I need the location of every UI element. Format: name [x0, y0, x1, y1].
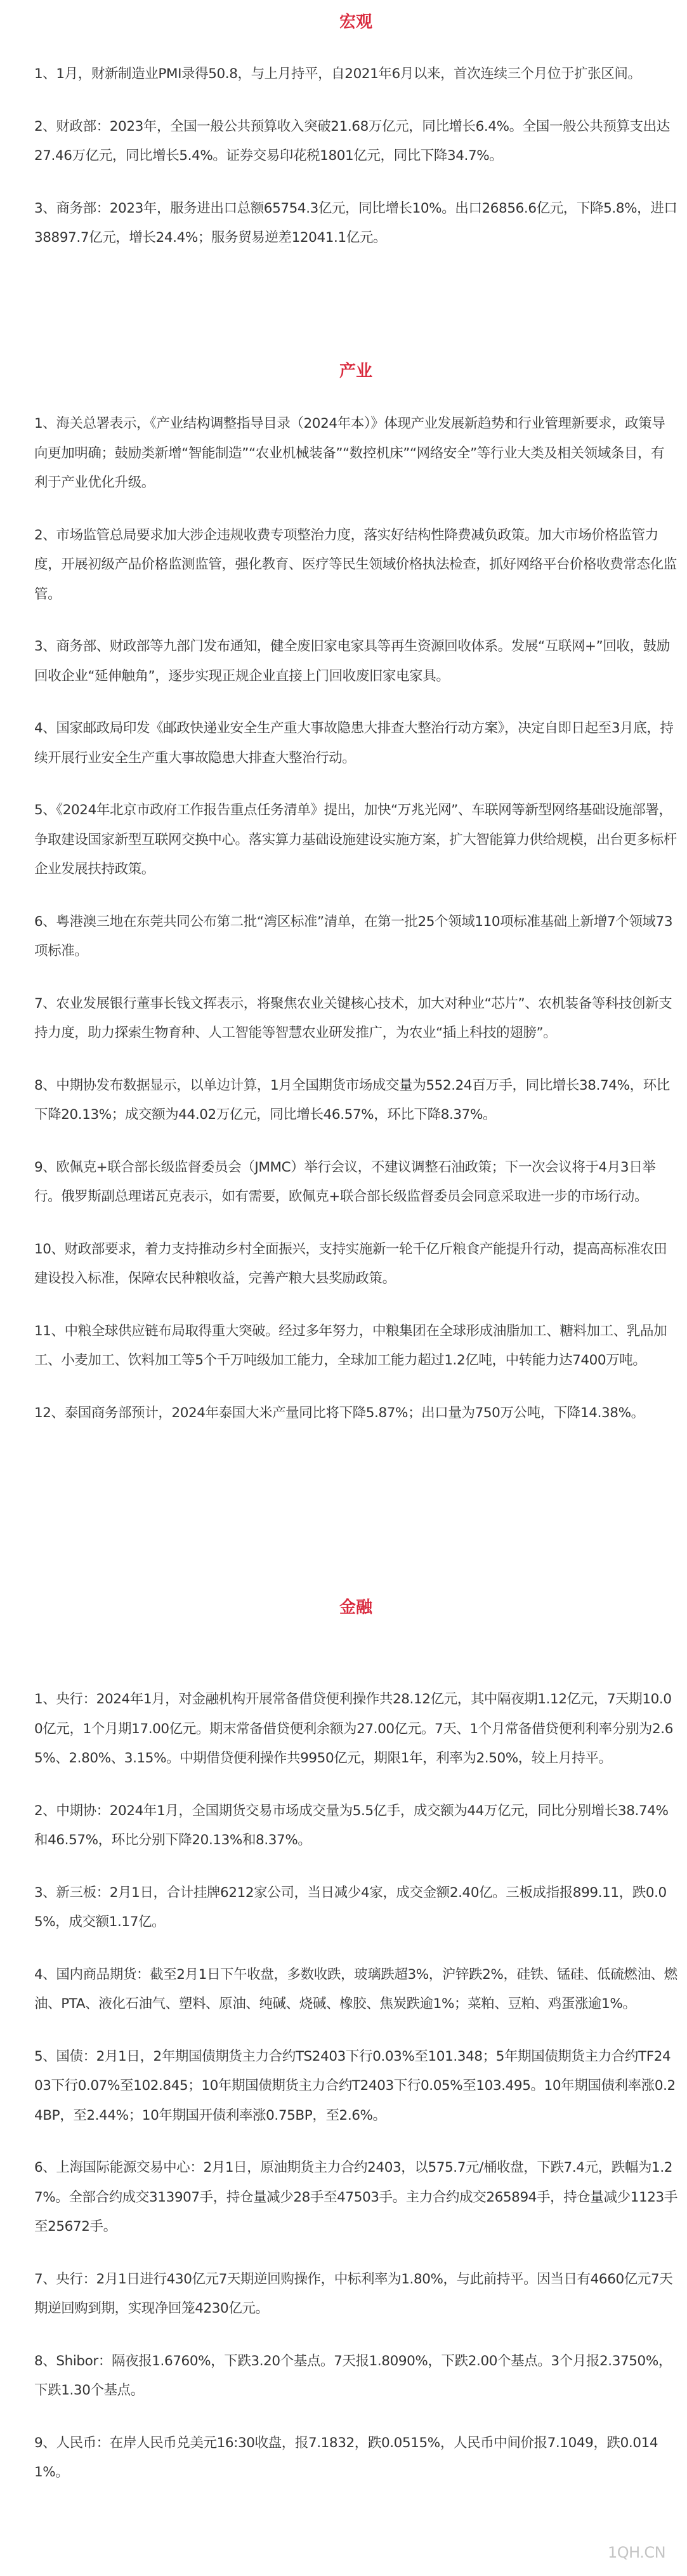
news-item: 10、财政部要求，着力支持推动乡村全面振兴，支持实施新一轮千亿斤粮食产能提升行动，提高高标准农田建设投入标准，保障农民种粮收益，完善产粮大县奖励政策。	[34, 1241, 667, 1286]
news-item: 3、商务部：2023年，服务进出口总额65754.3亿元，同比增长10%。出口26856.6亿元，下降5.8%，进口38897.7亿元，增长24.4%；服务贸易逆差12041.1亿元。	[34, 200, 677, 246]
news-item: 5、《2024年北京市政府工作报告重点任务清单》提出，加快“万兆光网”、车联网等新型网络基础设施部署，争取建设国家新型互联网交换中心。落实算力基础设施建设实施方案，扩大智能算力供给规模，出台更多标杆企业发展扶持政策。	[34, 802, 677, 877]
news-item: 5、国债：2月1日，2年期国债期货主力合约TS2403下行0.03%至101.348；5年期国债期货主力合约TF2403下行0.07%至102.845；10年期国债期货主力合约T2403下行0.05%至103.495。10年期国债利率涨0.24BP，至2.44%；10年期国开债利率涨0.75BP，至2.6%。	[34, 2048, 676, 2124]
section-body-industry	[34, 409, 677, 1451]
section-body-finance	[34, 1685, 677, 2511]
news-item: 2、中期协：2024年1月，全国期货交易市场成交量为5.5亿手，成交额为44万亿元，同比分别增长38.74%和46.57%，环比分别下降20.13%和8.37%。	[34, 1802, 669, 1848]
news-item: 1、央行：2024年1月，对金融机构开展常备借贷便利操作共28.12亿元，其中隔夜期1.12亿元，7天期10.00亿元，1个月期17.00亿元。期末常备借贷便利余额为27.00亿元。7天、1个月常备借贷便利利率分别为2.65%、2.80%、3.15%。中期借贷便利操作共9950亿元，期限1年，利率为2.50%，较上月持平。	[34, 1691, 674, 1766]
section-body-macro	[34, 60, 677, 276]
news-item: 6、粤港澳三地在东莞共同公布第二批“湾区标准”清单，在第一批25个领域110项标准基础上新增7个领域73项标准。	[34, 913, 673, 959]
news-item: 3、商务部、财政部等九部门发布通知，健全废旧家电家具等再生资源回收体系。发展“互联网+”回收，鼓励回收企业“延伸触角”，逐步实现正规企业直接上门回收废旧家电家具。	[34, 638, 670, 684]
news-item: 2、市场监管总局要求加大涉企违规收费专项整治力度，落实好结构性降费减负政策。加大市场价格监管力度，开展初级产品价格监测监管，强化教育、医疗等民生领域价格执法检查，抓好网络平台价格收费常态化监管。	[34, 527, 677, 602]
news-item: 9、人民币：在岸人民币兑美元16:30收盘，报7.1832，跌0.0515%，人民币中间价报7.1049，跌0.0141%。	[34, 2434, 658, 2480]
section-heading-macro: 宏观	[339, 13, 372, 32]
news-item: 1、海关总署表示，《产业结构调整指导目录（2024年本）》体现产业发展新趋势和行业管理新要求，政策导向更加明确；鼓励类新增“智能制造”“农业机械装备”“数控机床”“网络安全”等行业大类及相关领域条目，有利于产业优化升级。	[34, 416, 665, 491]
news-item: 7、农业发展银行董事长钱文挥表示，将聚焦农业关键核心技术，加大对种业“芯片”、农机装备等科技创新支持力度，助力探索生物育种、人工智能等智慧农业研发推广，为农业“插上科技的翅膀”。	[34, 995, 672, 1041]
news-item: 6、上海国际能源交易中心：2月1日，原油期货主力合约2403，以575.7元/桶收盘，下跌7.4元，跌幅为1.27%。全部合约成交313907手，持仓量减少28手至47503手。主力合约成交265894手，持仓量减少1123手至25672手。	[34, 2160, 677, 2235]
section-heading-finance: 金融	[339, 1598, 372, 1617]
watermark-logo: 1QH.CN	[608, 2544, 666, 2561]
news-item: 8、Shibor：隔夜报1.6760%，下跌3.20个基点。7天报1.8090%，下跌2.00个基点。3个月报2.3750%，下跌1.30个基点。	[34, 2353, 672, 2398]
news-item: 12、泰国商务部预计，2024年泰国大米产量同比将下降5.87%；出口量为750万公吨，下降14.38%。	[34, 1404, 644, 1421]
section-heading-industry: 产业	[339, 362, 372, 381]
news-item: 1、1月，财新制造业PMI录得50.8，与上月持平，自2021年6月以来，首次连续三个月位于扩张区间。	[34, 66, 641, 82]
news-item: 2、财政部：2023年，全国一般公共预算收入突破21.68万亿元，同比增长6.4%。全国一般公共预算支出达27.46万亿元，同比增长5.4%。证券交易印花税1801亿元，同比下降34.7%。	[34, 118, 670, 164]
news-item: 4、国家邮政局印发《邮政快递业安全生产重大事故隐患大排查大整治行动方案》，决定自即日起至3月底，持续开展行业安全生产重大事故隐患大排查大整治行动。	[34, 720, 674, 766]
news-item: 4、国内商品期货：截至2月1日下午收盘，多数收跌，玻璃跌超3%，沪锌跌2%，硅铁、锰硅、低硫燃油、燃油、PTA、液化石油气、塑料、原油、纯碱、烧碱、橡胶、焦炭跌逾1%；菜粕、豆粕、鸡蛋涨逾1%。	[34, 1966, 677, 2012]
news-item: 7、央行：2月1日进行430亿元7天期逆回购操作，中标利率为1.80%，与此前持平。因当日有4660亿元7天期逆回购到期，实现净回笼4230亿元。	[34, 2271, 673, 2316]
news-item: 3、新三板：2月1日，合计挂牌6212家公司，当日减少4家，成交金额2.40亿。三板成指报899.11，跌0.05%，成交额1.17亿。	[34, 1884, 667, 1930]
news-item: 9、欧佩克+联合部长级监督委员会（JMMC）举行会议，不建议调整石油政策；下一次会议将于4月3日举行。俄罗斯副总理诺瓦克表示，如有需要，欧佩克+联合部长级监督委员会同意采取进一步的市场行动。	[34, 1159, 656, 1205]
news-item: 8、中期协发布数据显示，以单边计算，1月全国期货市场成交量为552.24百万手，同比增长38.74%，环比下降20.13%；成交额为44.02万亿元，同比增长46.57%，环比下降8.37%。	[34, 1077, 670, 1123]
news-item: 11、中粮全球供应链布局取得重大突破。经过多年努力，中粮集团在全球形成油脂加工、糖料加工、乳品加工、小麦加工、饮料加工等5个千万吨级加工能力，全球加工能力超过1.2亿吨，中转能力达7400万吨。	[34, 1323, 667, 1368]
